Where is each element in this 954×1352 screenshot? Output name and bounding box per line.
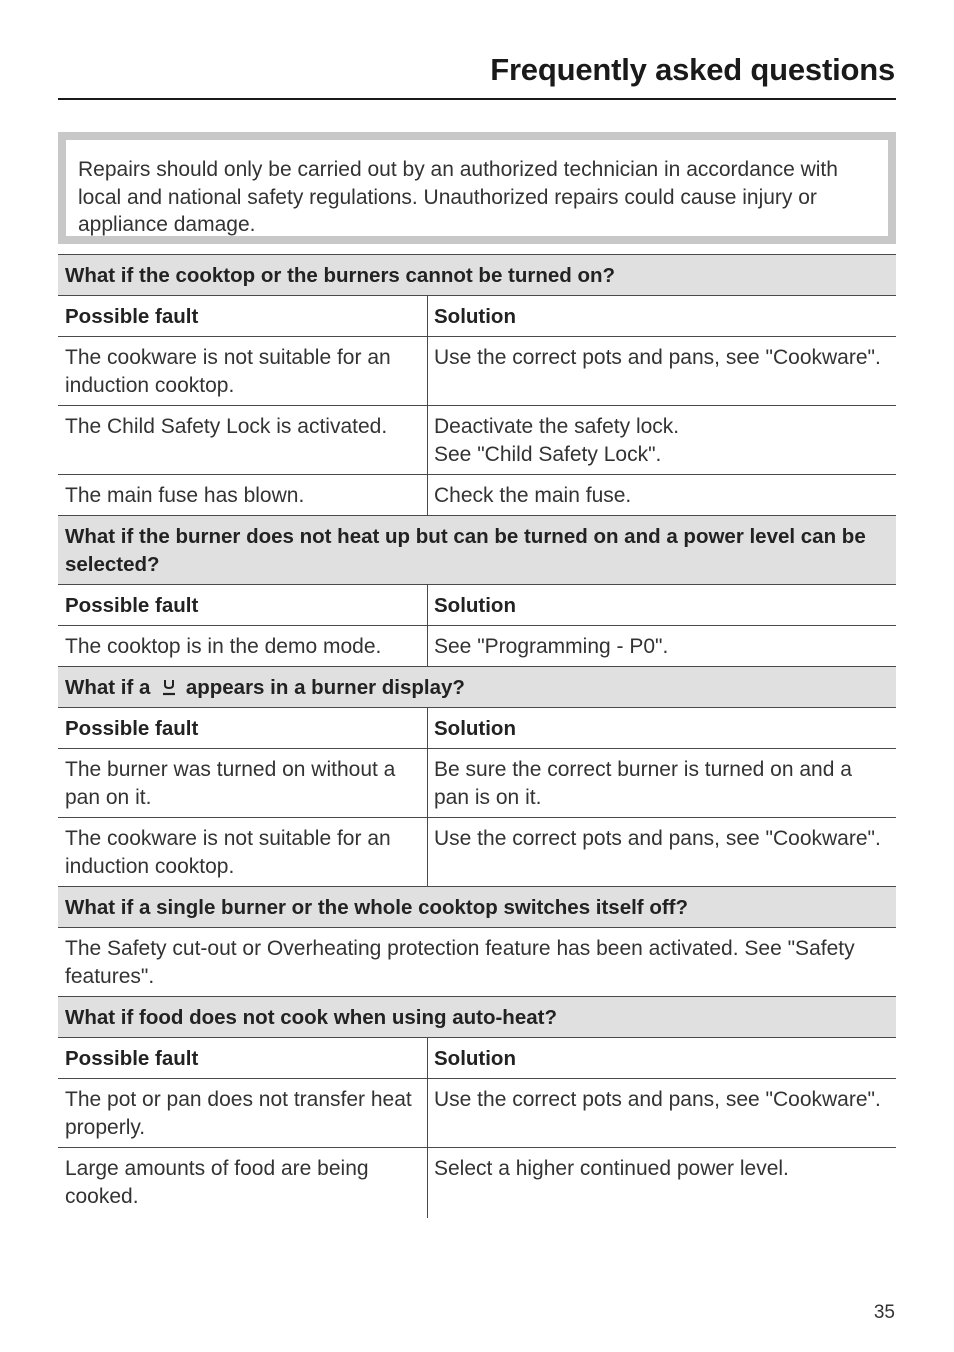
pan-symbol-icon bbox=[160, 675, 178, 697]
solution-line: Deactivate the safety lock. bbox=[434, 415, 680, 438]
solution-cell: Use the correct pots and pans, see "Cookware". bbox=[434, 827, 881, 850]
solution-line: See "Child Safety Lock". bbox=[434, 443, 662, 466]
table-header-row bbox=[58, 1038, 896, 1079]
solution-cell: Use the correct pots and pans, see "Cookware". bbox=[434, 346, 881, 369]
table-row bbox=[58, 406, 896, 475]
table-header-row bbox=[58, 708, 896, 749]
question-burner-does-not-heat: What if the burner does not heat up but can be turned on and a power level can be selected? bbox=[58, 516, 896, 585]
fault-cell: The Child Safety Lock is activated. bbox=[58, 406, 428, 474]
table-row bbox=[58, 1079, 896, 1148]
table-row bbox=[58, 626, 896, 667]
fault-cell: The main fuse has blown. bbox=[58, 475, 428, 515]
question-symbol-in-display bbox=[58, 667, 896, 708]
fault-cell: The cooktop is in the demo mode. bbox=[58, 626, 428, 666]
solution-cell: Check the main fuse. bbox=[434, 484, 632, 507]
solution-cell: Be sure the correct burner is turned on and a pan is on it. bbox=[434, 758, 852, 809]
page-number: 35 bbox=[873, 1302, 895, 1323]
table-row bbox=[58, 818, 896, 887]
table-header-row bbox=[58, 296, 896, 337]
question-auto-heat: What if food does not cook when using auto-heat? bbox=[58, 997, 896, 1038]
table-row bbox=[58, 475, 896, 516]
fault-cell: The burner was turned on without a pan on it. bbox=[58, 749, 428, 817]
solution-cell: See "Programming - P0". bbox=[434, 635, 669, 658]
table-row bbox=[58, 1148, 896, 1218]
question-text-end: appears in a burner display? bbox=[185, 676, 465, 699]
column-header-solution: Solution bbox=[434, 1047, 516, 1070]
faq-table bbox=[58, 254, 896, 1218]
column-header-solution: Solution bbox=[434, 717, 516, 740]
solution-cell bbox=[428, 406, 896, 474]
fault-cell: Large amounts of food are being cooked. bbox=[58, 1148, 428, 1218]
column-header-fault: Possible fault bbox=[58, 296, 428, 336]
column-header-solution: Solution bbox=[434, 594, 516, 617]
column-header-solution: Solution bbox=[434, 305, 516, 328]
column-header-fault: Possible fault bbox=[58, 1038, 428, 1078]
table-row bbox=[58, 337, 896, 406]
fault-cell: The pot or pan does not transfer heat properly. bbox=[58, 1079, 428, 1147]
fault-cell: The cookware is not suitable for an induction cooktop. bbox=[58, 337, 428, 405]
page-title: Frequently asked questions bbox=[490, 52, 895, 87]
answer-text: The Safety cut-out or Overheating protection feature has been activated. See "Safety features". bbox=[58, 928, 896, 997]
question-burner-switches-off: What if a single burner or the whole cooktop switches itself off? bbox=[58, 887, 896, 928]
column-header-fault: Possible fault bbox=[58, 585, 428, 625]
warning-text: Repairs should only be carried out by an authorized technician in accordance with local and national safety regulations. Unauthorized repairs could cause injury or appliance damage. bbox=[66, 140, 888, 236]
solution-cell: Select a higher continued power level. bbox=[434, 1157, 789, 1180]
table-header-row bbox=[58, 585, 896, 626]
question-text-start: What if a bbox=[65, 676, 151, 699]
title-divider bbox=[58, 98, 896, 100]
warning-box bbox=[58, 132, 896, 244]
column-header-fault: Possible fault bbox=[58, 708, 428, 748]
solution-cell: Use the correct pots and pans, see "Cookware". bbox=[434, 1088, 881, 1111]
fault-cell: The cookware is not suitable for an induction cooktop. bbox=[58, 818, 428, 886]
table-row bbox=[58, 749, 896, 818]
question-cooktop-cannot-turn-on: What if the cooktop or the burners cannot be turned on? bbox=[58, 254, 896, 296]
